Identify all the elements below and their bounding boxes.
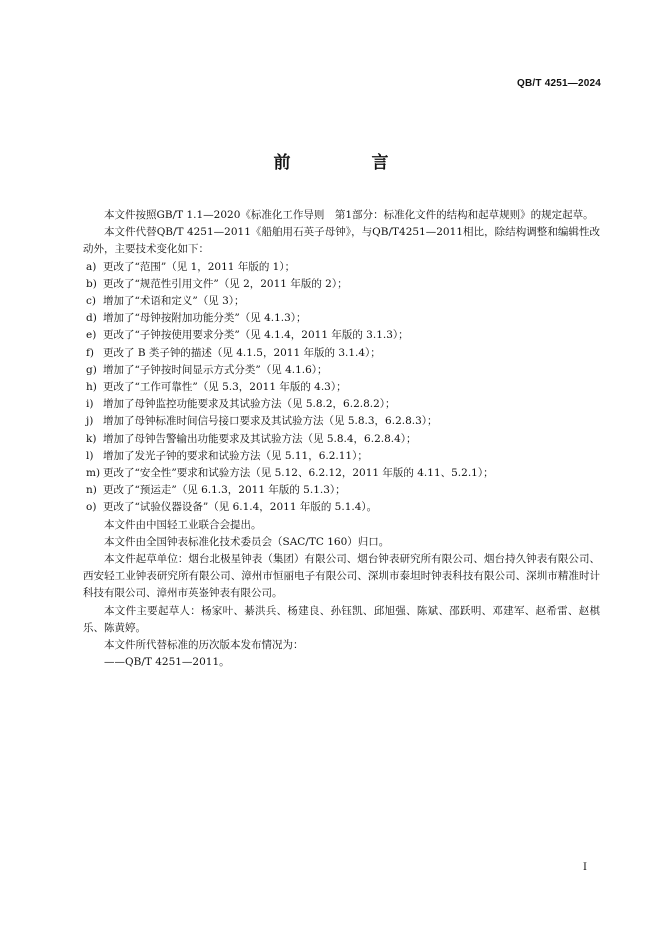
item-text: 更改了“安全性”要求和试验方法（见 5.12、6.2.12，2011 年版的 4.11、5.2.1）； <box>103 467 494 480</box>
item-text: 增加了发光子钟的要求和试验方法（见 5.11，6.2.11）； <box>103 449 368 462</box>
item-text: 增加了“母钟按附加功能分类”（见 4.1.3）； <box>103 312 307 325</box>
item-marker: n) <box>86 484 97 497</box>
outro-paragraph: 本文件由全国钟表标准化技术委员会（SAC/TC 160）归口。 <box>104 535 390 548</box>
change-item <box>83 499 600 516</box>
item-marker: g) <box>86 363 97 376</box>
item-marker: b) <box>86 277 97 290</box>
foreword-body <box>83 207 600 671</box>
intro-paragraph: 本文件按照GB/T 1.1—2020《标准化工作导则 第1部分：标准化文件的结构和起草规则》的规定起草。 <box>104 209 594 221</box>
item-marker: j) <box>86 415 94 428</box>
change-item <box>83 310 600 327</box>
change-item <box>83 465 600 482</box>
item-marker: e) <box>86 329 97 342</box>
item-text: 更改了“预运走”（见 6.1.3，2011 年版的 5.1.3）； <box>103 484 346 497</box>
item-text: 更改了“规范性引用文件”（见 2，2011 年版的 2）； <box>103 277 348 290</box>
change-item <box>83 431 600 448</box>
change-item <box>83 259 600 276</box>
item-text: 更改了“范围”（见 1，2011 年版的 1）； <box>103 260 296 273</box>
change-item <box>83 482 600 499</box>
item-marker: d) <box>86 312 97 325</box>
outro-paragraph: 本文件由中国轻工业联合会提出。 <box>104 518 262 531</box>
page-title: 前 言 <box>273 153 421 173</box>
item-text: 更改了“试验仪器设备”（见 6.1.4，2011 年版的 5.1.4）。 <box>103 501 378 514</box>
item-text: 增加了母钟标准时间信号接口要求及其试验方法（见 5.8.3，6.2.8.3）； <box>103 415 438 428</box>
item-marker: f) <box>86 346 94 359</box>
document-code: QB/T 4251—2024 <box>517 78 601 89</box>
change-item <box>83 276 600 293</box>
item-text: 更改了 B 类子钟的描述（见 4.1.5，2011 年版的 3.1.4）； <box>103 346 381 359</box>
item-marker: m) <box>86 467 101 480</box>
item-marker: l) <box>86 449 94 462</box>
item-marker: h) <box>86 381 97 394</box>
change-item <box>83 345 600 362</box>
item-marker: k) <box>86 432 97 445</box>
item-text: 更改了“工作可靠性”（见 5.3，2011 年版的 4.3）； <box>103 381 347 394</box>
change-item <box>83 293 600 310</box>
item-text: 增加了母钟告警输出功能要求及其试验方法（见 5.8.4，6.2.8.4）； <box>103 432 417 445</box>
change-item <box>83 379 600 396</box>
intro-paragraph: 本文件代替QB/T 4251—2011《船舶用石英子母钟》，与QB/T4251—2011相比，除结构调整和编辑性改动外，主要技术变化如下： <box>83 226 600 256</box>
change-item <box>83 413 600 430</box>
change-item <box>83 362 600 379</box>
item-marker: o) <box>86 501 97 514</box>
change-item <box>83 327 600 344</box>
outro-paragraph: 本文件起草单位：烟台北极星钟表（集团）有限公司、烟台钟表研究所有限公司、烟台持久钟表有限公司、西安轻工业钟表研究所有限公司、漳州市恒丽电子有限公司、深圳市泰坦时钟表科技有限公司、深圳市精准时计科技有限公司、漳州市英崟钟表有限公司。 <box>83 553 600 600</box>
item-marker: c) <box>86 295 96 308</box>
item-text: 增加了“子钟按时间显示方式分类”（见 4.1.6）； <box>103 363 328 376</box>
item-text: 增加了母钟监控功能要求及其试验方法（见 5.8.2，6.2.8.2）； <box>103 398 396 411</box>
change-item <box>83 396 600 413</box>
outro-paragraph: 本文件主要起草人：杨家叶、綦洪兵、杨建良、孙钰凯、邱旭强、陈斌、邵跃明、邓建军、赵希雷、赵棋乐、陈黄婷。 <box>83 604 600 634</box>
change-item <box>83 448 600 465</box>
history-entry: ——QB/T 4251—2011。 <box>104 656 230 669</box>
page-number: I <box>583 862 587 873</box>
item-text: 更改了“子钟按使用要求分类”（见 4.1.4，2011 年版的 3.1.3）； <box>103 329 409 342</box>
item-marker: i) <box>86 398 94 411</box>
item-text: 增加了“术语和定义”（见 3）； <box>103 295 245 308</box>
outro-paragraph: 本文件所代替标准的历次版本发布情况为： <box>104 639 304 652</box>
item-marker: a) <box>86 260 97 273</box>
